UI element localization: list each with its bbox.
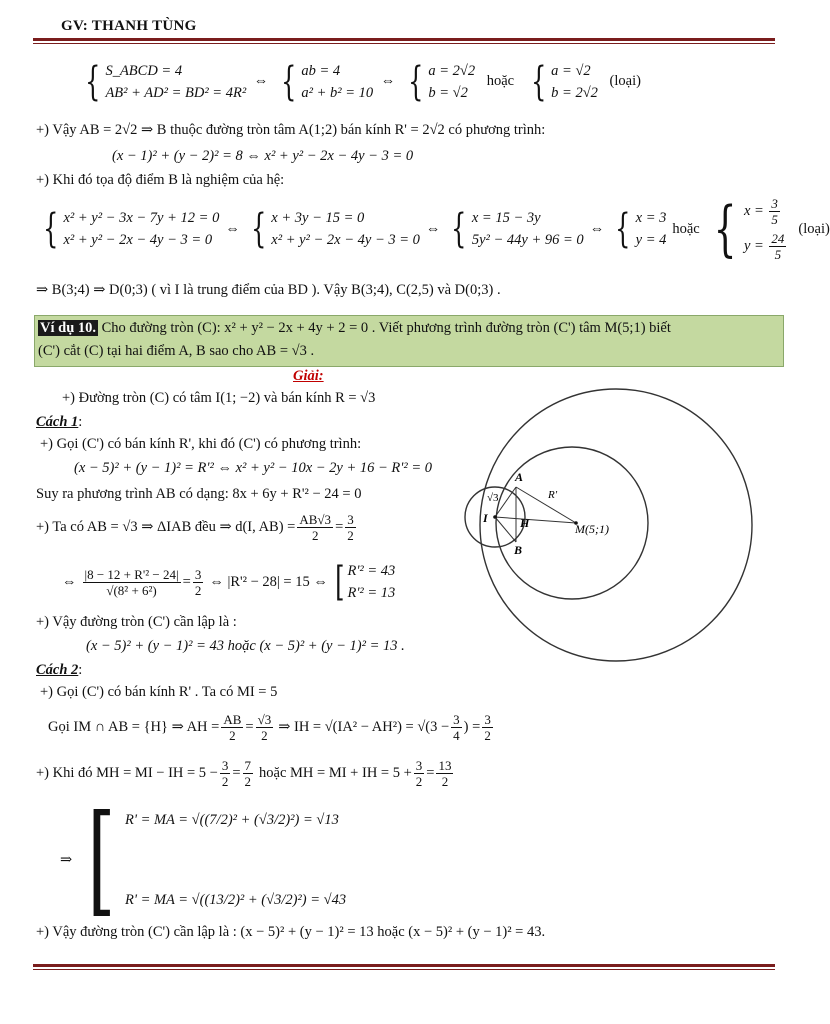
result-line: ⇒ B(3;4) ⇒ D(0;3) ( vì I là trung điểm của BD ). Vậy B(3;4), C(2,5) và D(0;3) . — [36, 282, 501, 298]
solution-heading: Giải: — [293, 368, 324, 384]
system-block-1: { S_ABCD = 4 AB² + AD² = BD² = 4R² ⇔ { ab = 4 a² + b² = 10 ⇔ { a = 2√2 b = √2 hoặc { a = √2 b = 2√2 (loại) — [85, 59, 641, 105]
label-h: H — [520, 516, 530, 530]
eq-line: x² + y² − 2x − 4y − 3 = 0 — [271, 232, 420, 248]
radius-case-2: R' = MA = √((13/2)² + (√3/2)²) = √43 — [124, 892, 347, 908]
sol-ih-line: Gọi IM ∩ AB = {H} ⇒ AH = $\frac{AB}{2}$ = $\frac{√3}{2}$ ⇒ IH = √(IA² − AH²) = √(3 − $\frac{3}{4}$ ) = $\frac{3}{2}$ — [48, 712, 491, 743]
rejected-note: (loại) — [609, 73, 641, 90]
line-ab-value: +) Vậy AB = 2√2 ⇒ B thuộc đường tròn tâm A(1;2) bán kính R' = 2√2 có phương trình: — [36, 122, 546, 138]
eq-lhs: y = — [743, 237, 764, 254]
line-im — [495, 517, 576, 523]
header-author: GV: THANH TÙNG — [61, 18, 197, 34]
sol-line: +) Gọi (C') có bán kính R', khi đó (C') có phương trình: — [40, 436, 362, 452]
eq-line: x² + y² − 2x − 4y − 3 = 0 — [63, 232, 213, 248]
eq-line: b = 2√2 — [551, 85, 598, 101]
eq-line: ab = 4 — [301, 63, 341, 79]
eq-line: x + 3y − 15 = 0 — [271, 210, 365, 226]
sol-radius-system: ⇒ [ R' = MA = √((7/2)² + (√3/2)²) = √13 R' = MA = √((13/2)² + (√3/2)²) = √43 — [60, 790, 347, 929]
example-line-2: (C') cắt (C) tại hai điểm A, B sao cho AB = √3 . — [38, 343, 315, 359]
example-label: Ví dụ 10. — [40, 320, 97, 336]
geometry-figure — [454, 380, 772, 670]
eq-line: S_ABCD = 4 — [105, 63, 183, 79]
or-word: hoặc — [486, 73, 515, 90]
radius-case-1: R' = MA = √((7/2)² + (√3/2)²) = √13 — [124, 812, 339, 828]
circle-equation: (x − 1)² + (y − 2)² = 8 ⇔ x² + y² − 2x − 4y − 3 = 0 — [112, 148, 414, 164]
label-m: M(5;1) — [575, 522, 609, 536]
point-i — [493, 515, 497, 519]
eq-line: x = 15 − 3y — [471, 210, 541, 226]
example-text: Cho đường tròn (C): x² + y² − 2x + 4y + 2 = 0 . Viết phương trình đường tròn (C') tâm M(5;1) biết — [98, 320, 671, 336]
sol-line: +) Gọi (C') có bán kính R' . Ta có MI = 5 — [40, 684, 278, 700]
or-word: hoặc — [672, 220, 700, 237]
eq-line: b = √2 — [428, 85, 468, 101]
sol-equation: (x − 5)² + (y − 1)² = R'² ⇔ x² + y² − 10x − 2y + 16 − R'² = 0 — [74, 460, 433, 476]
label-b: B — [514, 543, 523, 557]
eq-lhs: x = — [743, 202, 764, 219]
frac-den: 5 — [771, 212, 778, 227]
frac-num: 3 — [771, 196, 778, 211]
sol-line: Suy ra phương trình AB có dạng: 8x + 6y + R'² − 24 = 0 — [36, 486, 362, 502]
sol-line: +) Đường tròn (C) có tâm I(1; −2) và bán kính R = √3 — [62, 390, 376, 406]
eq-line: a² + b² = 10 — [301, 85, 374, 101]
label-a: A — [515, 470, 524, 484]
eq-line: y = 4 — [635, 232, 667, 248]
sol-abs-line: ⇔ $\frac{\text{|8 − 12 + R'² − 24|}}{\text{√(8² + 6²)}}$ = $\frac{3}{2}$ ⇔ |R'² − 28| = 15 ⇔ [ R'² = 43 R'² = 13 — [62, 559, 396, 605]
top-rule — [33, 38, 775, 41]
sol-line: +) Vậy đường tròn (C') cần lập là : — [36, 614, 237, 630]
eq-line: a = 2√2 — [428, 63, 476, 79]
eq-line: AB² + AD² = BD² = 4R² — [105, 85, 247, 101]
example-line-1 — [38, 320, 671, 337]
top-rule-thin — [33, 43, 775, 44]
sol-final-line: +) Vậy đường tròn (C') cần lập là : (x − 5)² + (y − 1)² = 13 hoặc (x − 5)² + (y − 1)² = 43. — [36, 924, 546, 940]
label-sqrt3: √3 — [487, 492, 499, 504]
sol-equation: (x − 5)² + (y − 1)² = 43 hoặc (x − 5)² + (y − 1)² = 13 . — [86, 638, 405, 654]
eq-line: x² + y² − 3x − 7y + 12 = 0 — [63, 210, 220, 226]
system-block-2: { x² + y² − 3x − 7y + 12 = 0 x² + y² − 2x − 4y − 3 = 0 ⇔ { x + 3y − 15 = 0 x² + y² − 2x − 4y − 3 = 0 ⇔ { x = 15 − 3y 5y² − 44y + 96 = 0 ⇔ { x = 3 y = 4 hoặc { x = $\frac{3}{5}$ y = $\frac{24}{5}$ (loại) — [43, 194, 830, 264]
eq-line: x = 3 — [635, 210, 667, 226]
bottom-rule-thin — [33, 969, 775, 970]
sol-distance-line: +) Ta có AB = √3 ⇒ ΔIAB đều ⇒ d(I, AB) = $\frac{AB√3}{2}$ = $\frac{3}{2}$ — [36, 512, 354, 543]
rejected-note: (loại) — [798, 220, 830, 237]
method-1-heading: Cách 1: — [36, 414, 83, 430]
label-i: I — [483, 511, 488, 525]
eq-line: 5y² − 44y + 96 = 0 — [471, 232, 584, 248]
label-r: R' — [548, 489, 558, 501]
sol-mh-line: +) Khi đó MH = MI − IH = 5 − $\frac{3}{2}$ = $\frac{7}{2}$ hoặc MH = MI + IH = 5 + $\frac{3}{2}$ = $\frac{13}{2}$ — [36, 758, 452, 789]
bottom-rule — [33, 964, 775, 967]
eq-line: a = √2 — [551, 63, 591, 79]
frac-den: 5 — [774, 247, 782, 262]
line-coordinates-intro: +) Khi đó tọa độ điểm B là nghiệm của hệ: — [36, 172, 285, 188]
method-2-heading: Cách 2: — [36, 662, 83, 678]
frac-num: 24 — [771, 231, 785, 246]
